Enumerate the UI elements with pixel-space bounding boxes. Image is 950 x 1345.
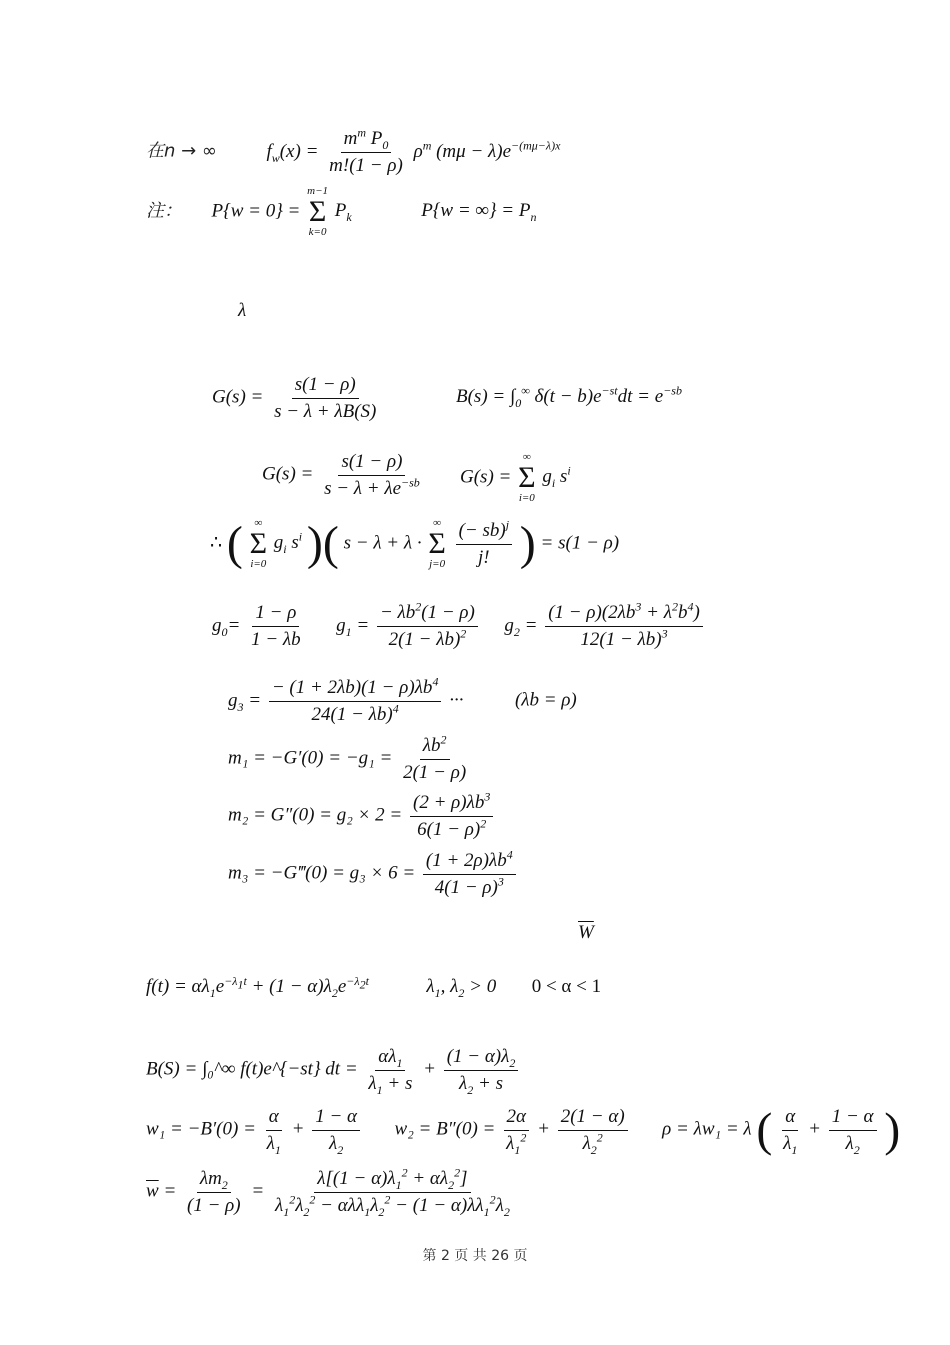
equation-B1: $B(s) = \int_0^\infty$ $\delta(t - b)e^{-st}dt = e^{-sb}$ <box>456 383 682 410</box>
equation-wbar: $\overline{w}$ = $\frac{\lambda m_2}{(1 - \rho)}$ = $\frac{\lambda[(1 - \alpha)\lambda_1^2 + \alpha\lambda_2^2]}{\lambda_1^2\lambda_2^2 - \alpha\lambda\lambda_1\lambda_2^2 - (1 - \alpha)\lambda\lambda_1^2\lambda_2}$ <box>146 1165 510 1219</box>
page-footer: 第 2 页 共 26 页 <box>422 1248 528 1264</box>
equation-g0-g1-g2: $g_0=$ $\frac{1 - \rho}{1 - \lambda b}$ $g_1$ = $\frac{- \lambda b^2(1 - \rho)}{2(1 - \lambda b)^2}$ $g_2$ = $\frac{(1 - \rho)(2\lambda b^3 + \lambda^2b^4)}{12(1 - \lambda b)^3}$ <box>212 602 706 651</box>
equation-line-1: 在n → ∞ $f_w(x)$ = $\frac{m^m P_0}{m!(1 - \rho)}$ $\rho^m$ $(m\mu - \lambda)e^{-(m\mu-\lambda)x}$ <box>146 125 561 176</box>
equation-w1-w2-rho: w₁ = −B′(0) = $\frac{\alpha}{\lambda_1}$ + $\frac{1 - \alpha}{\lambda_2}$ w₂ = B″(0) = $\frac{2\alpha}{\lambda_1^2}$ + $\frac{2(1 - \alpha)}{\lambda_2^2}$ ρ = λw₁ = λ ( $\frac{\alpha}{\lambda_1}$ + $\frac{1 - \alpha}{\lambda_2}$ ) <box>146 1103 901 1157</box>
equation-G2: G(s) = $\frac{s(1 - \rho)}{s - \lambda + \lambda e^{-sb}}$ <box>262 451 420 499</box>
w-bar-symbol: $\overline{W}$ <box>578 922 594 943</box>
equation-m3: m₃ = −G‴(0) = g₃ × 6 = $\frac{(1 + 2\rho)\lambda b^4}{4(1 - \rho)^3}$ <box>228 850 519 899</box>
equation-g3: $g_3$ = $\frac{- (1 + 2\lambda b)(1 - \rho)\lambda b^4}{24(1 - \lambda b)^4}$ ··· (λb = ρ) <box>228 674 577 725</box>
equation-G3: G(s) = ∞ Σ i=0 $g_i$ $s^i$ <box>460 451 571 504</box>
note-label: 注： <box>146 200 182 222</box>
equation-m1: m₁ = −G′(0) = −g₁ = $\frac{\lambda b^2}{2(1 - \rho)}$ <box>228 732 467 783</box>
equation-therefore: ∴ ( ∞ Σ i=0 $g_i$ $s^i$ )( s − λ + λ · ∞ Σ j=0 $\frac{(- sb)^j}{j!}$ ) = s(1 − ρ) <box>210 517 620 570</box>
limit-prefix: 在n → ∞ <box>146 140 217 162</box>
lambda-b-rho-note: (λb = ρ) <box>514 689 577 711</box>
equation-m2: m₂ = G″(0) = g₂ × 2 = $\frac{(2 + \rho)\lambda b^3}{6(1 - \rho)^2}$ <box>228 792 496 841</box>
lambda-symbol: λ <box>238 300 247 321</box>
equation-B2: B(S) = ∫₀^∞ f(t)e^{−st} dt = $\frac{\alpha\lambda_1}{\lambda_1 + s}$ + $\frac{(1 - \alpha)\lambda_2}{\lambda_2 + s}$ <box>146 1046 521 1095</box>
equation-G1: G(s) = $\frac{s(1 - \rho)}{s - \lambda + \lambda B(S)}$ <box>212 374 377 422</box>
note-line: 注： P{w = 0} = m−1 Σ k=0 $P_k$ P{w = ∞} = $P_n$ <box>146 185 537 238</box>
equation-f: $f(t) = \alpha\lambda_1e^{-\lambda_1t} + (1 - \alpha)\lambda_2e^{-\lambda_2t}$ $\lambda_1$, $\lambda_2 > 0$ 0 < α < 1 <box>146 973 602 1000</box>
